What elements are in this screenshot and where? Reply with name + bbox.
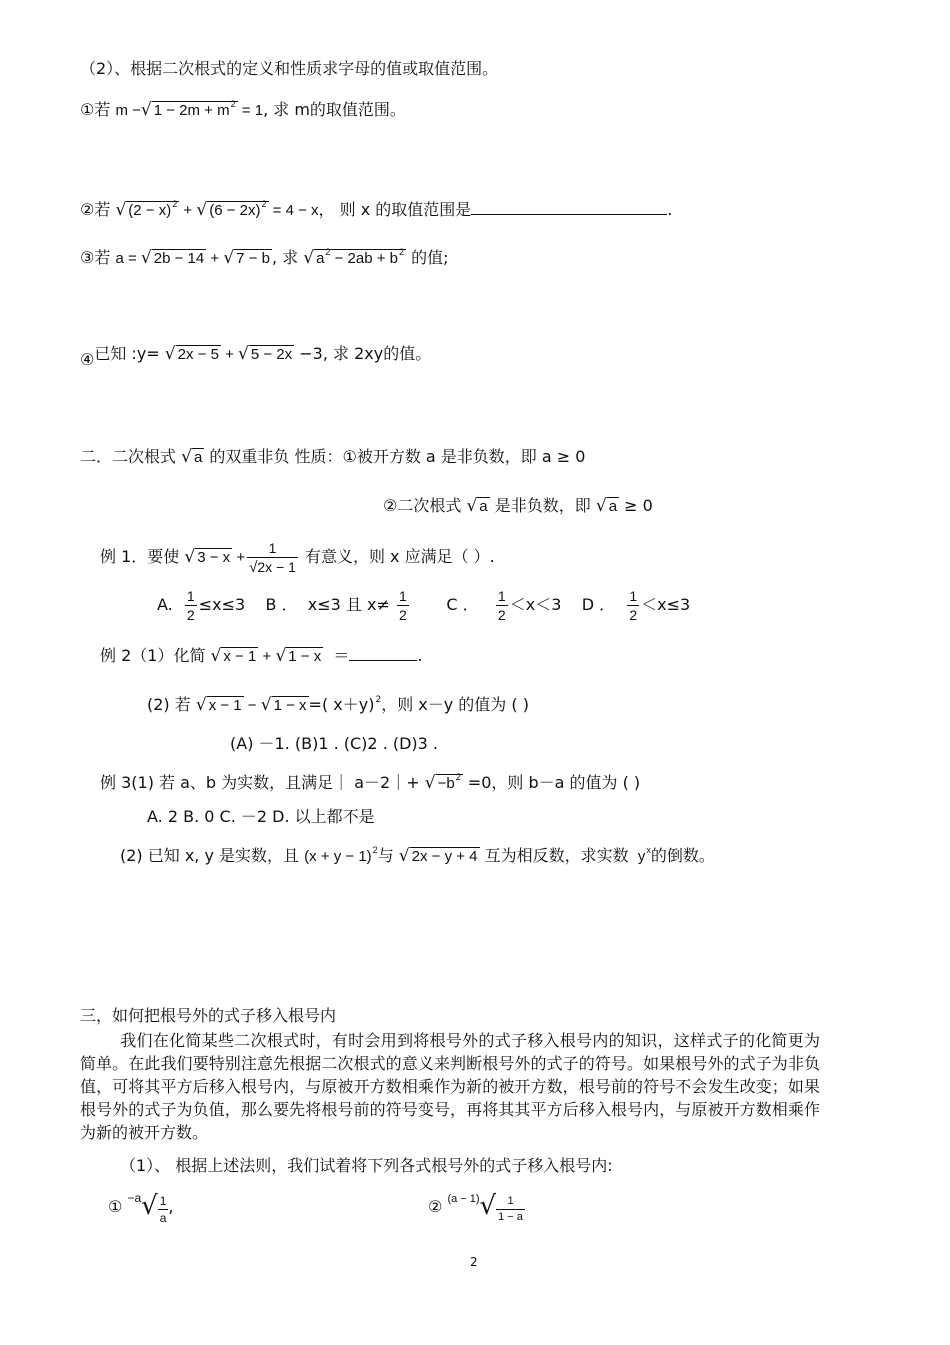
- part-3-paragraph: [80, 1029, 820, 1144]
- question-text: 已知 :y=: [94, 344, 160, 363]
- property-text: ≥ 0: [624, 496, 653, 515]
- item-marker: ①: [108, 1197, 123, 1216]
- math-expression: a = √ 2b − 14 + √ 7 − b: [115, 248, 270, 268]
- example-text: =0，则 b－a 的值为 ( ): [467, 773, 641, 792]
- answer-blank[interactable]: [349, 660, 417, 661]
- question-text: ， 则 x 的取值范围是: [318, 200, 472, 219]
- question-text: , 求: [271, 248, 299, 267]
- example-text: ，则 x－y 的值为 ( ): [381, 695, 529, 714]
- question-marker: ②若: [80, 200, 111, 219]
- paragraph-text: 我们在化简某些二次根式时，有时会用到将根号外的式子移入根号内的知识，这样式子的化简更为简单。在此我们要特别注意先根据二次根式的意义来判断根号外的式子的符号。如果根号外的式子为非负值，可将其平方后移入根号内，与原被开方数相乘作为新的被开方数，根号前的符号不会发生改变；如果根号外的式子为负值，那么要先将根号前的符号变号，再将其其平方后移入根号内，与原被开方数相乘作为新的被开方数。: [80, 1031, 820, 1142]
- math-expression: √ $-b^2$: [424, 772, 461, 793]
- part-3-heading: 三，如何把根号外的式子移入根号内: [80, 1006, 337, 1025]
- item-marker: ②: [428, 1197, 443, 1216]
- question-3: [80, 247, 449, 271]
- option-label: D ．: [581, 595, 616, 614]
- part-3-task: （1）、 根据上述法则，我们试着将下列各式根号外的式子移入根号内:: [120, 1156, 613, 1175]
- math-expression: √ $a^2 - 2ab + b^2$: [303, 247, 404, 268]
- fraction: $\frac{1}{2}$: [497, 588, 506, 623]
- example-text: 互为相反数，求实数: [484, 846, 629, 865]
- option-label: A.: [157, 595, 173, 614]
- math-expression: −a: [127, 1191, 142, 1205]
- fraction: $\frac{1}{2}$: [629, 588, 638, 623]
- question-4: [80, 343, 432, 369]
- part-2-property-2: [383, 495, 653, 518]
- heading-text: 二．二次根式: [80, 447, 177, 466]
- option-label: C ．: [446, 595, 479, 614]
- property-text: ②二次根式: [383, 496, 462, 515]
- example-1: [100, 537, 495, 578]
- example-2-options: (A) －1. (B)1 . (C)2 . (D)3 .: [230, 734, 439, 753]
- math-expression: (a − 1): [447, 1193, 480, 1205]
- question-marker: ③若: [80, 248, 111, 267]
- fraction: $\frac{1}{2}$: [398, 588, 407, 623]
- example-text: 与: [377, 846, 394, 865]
- example-text: =( x＋y): [308, 695, 375, 714]
- math-expression: √ 3 − x + $\frac{1}{√2x - 1}$: [184, 540, 296, 577]
- punctuation: .: [667, 200, 673, 219]
- question-1: [80, 99, 406, 123]
- heading-text: 的双重非负 性质：①被开方数 a 是非负数，即 a ≥ 0: [209, 447, 586, 466]
- example-3-options: A. 2 B. 0 C. －2 D. 以上都不是: [147, 807, 375, 826]
- math-expression: √ 2x − y + 4: [398, 846, 478, 866]
- question-text: 的值;: [411, 248, 449, 267]
- option-text: ＜x≤3: [641, 595, 691, 614]
- example-3-part-1: [100, 772, 640, 796]
- option-text: ＜x＜3: [509, 595, 562, 614]
- example-text: (2) 若: [147, 695, 191, 714]
- item-2: ② $^{(a - 1)}$√ $\frac{1}{1 - a}$: [428, 1191, 523, 1223]
- math-expression: $(x + y - 1)^2$: [304, 845, 378, 865]
- example-text: 例 1．要使: [100, 547, 180, 566]
- part-2-heading: [80, 446, 585, 469]
- question-2: [80, 199, 672, 223]
- example-text: ＝: [333, 646, 350, 665]
- question-marker: ①若: [80, 100, 111, 119]
- question-text: −3, 求 2xy的值。: [299, 344, 432, 363]
- math-expression: √ a: [466, 496, 488, 516]
- question-marker: ④: [80, 350, 95, 369]
- example-text: 例 2（1）化简: [100, 646, 206, 665]
- math-expression: √ 2x − 5 + √ 5 − 2x: [164, 344, 293, 364]
- math-expression: √ $(2 - x)^2$ + √ $(6 - 2x)^2 = 4 - x$: [115, 199, 319, 220]
- example-text: 的倒数。: [650, 846, 715, 865]
- math-expression: √ x − 1 − √ 1 − x: [195, 695, 307, 715]
- example-text: 有意义，则 x 应满足（ ）.: [304, 547, 495, 566]
- example-text: (2) 已知 x, y 是实数，且: [120, 846, 300, 865]
- math-expression: √ a: [181, 447, 203, 467]
- section-heading: （2）、根据二次根式的定义和性质求字母的值或取值范围。: [80, 59, 499, 78]
- fraction: $\frac{1}{2}$: [186, 588, 195, 623]
- item-1: ① $^{-a}$√ $\frac{1}{a}$ ,: [108, 1191, 174, 1225]
- option-text: ≤x≤3: [198, 595, 246, 614]
- option-label: B ．: [265, 595, 298, 614]
- option-text: x≤3 且 x≠: [307, 595, 390, 614]
- page-number: 2: [470, 1255, 478, 1269]
- question-text: , 求 m的取值范围。: [263, 100, 406, 119]
- answer-blank[interactable]: [471, 214, 667, 215]
- example-1-options: [157, 585, 690, 625]
- punctuation: .: [417, 646, 423, 665]
- property-text: 是非负数，即: [494, 496, 591, 515]
- math-expression: √ x − 1 + √ 1 − x: [210, 646, 322, 666]
- example-2-part-1: [100, 645, 423, 668]
- example-2-part-2: (2) 若 √ x − 1 − √ 1 − x =( x＋y)$^2$，则 x－y 的值为 ( ): [147, 695, 529, 715]
- example-text: 例 3(1) 若 a、b 为实数，且满足｜ a－2｜+: [100, 773, 420, 792]
- math-expression: m −√ $1 - 2m + m^2 = 1$: [115, 99, 264, 120]
- math-expression: √ a: [595, 496, 618, 516]
- example-3-part-2: [120, 845, 715, 869]
- math-expression: $y^x$: [633, 845, 651, 865]
